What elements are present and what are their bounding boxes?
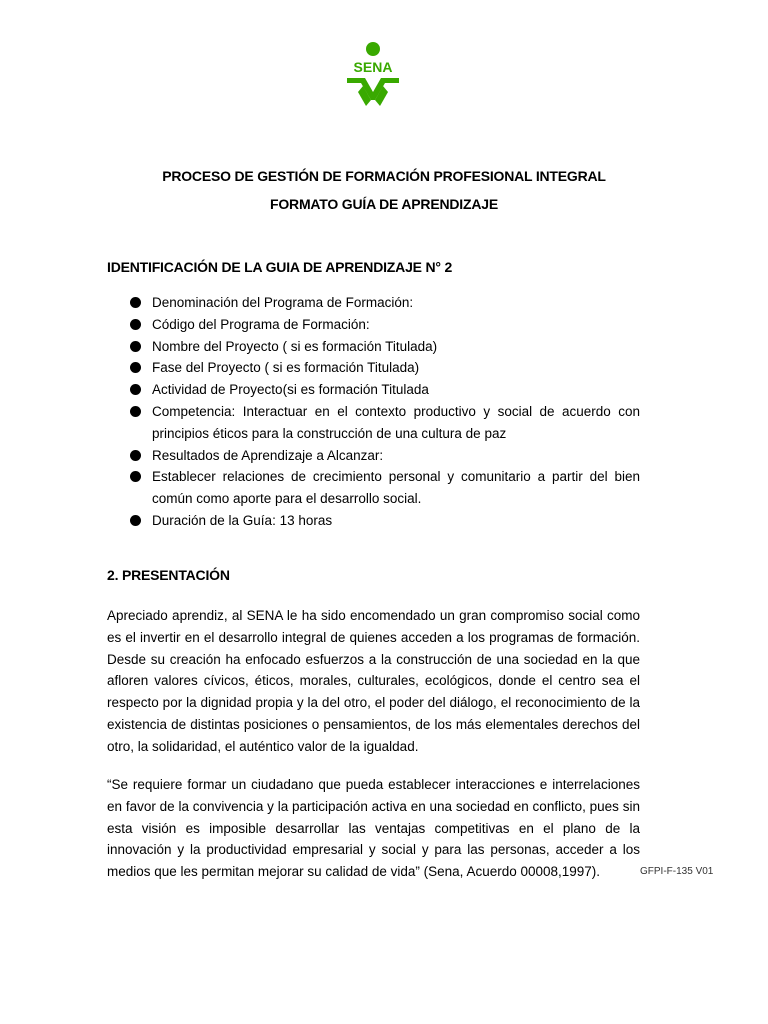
list-item bbox=[130, 314, 640, 336]
bullet-icon bbox=[130, 362, 141, 373]
list-item bbox=[130, 379, 640, 401]
bullet-icon bbox=[130, 297, 141, 308]
list-item-text: Resultados de Aprendizaje a Alcanzar: bbox=[152, 447, 384, 463]
bullet-icon bbox=[130, 471, 141, 482]
presentation-heading: 2. PRESENTACIÓN bbox=[107, 567, 230, 583]
list-item-text: Nombre del Proyecto ( si es formación Titulada) bbox=[152, 338, 438, 354]
bullet-icon bbox=[130, 515, 141, 526]
bullet-icon bbox=[130, 384, 141, 395]
list-item-text: Fase del Proyecto ( si es formación Titulada) bbox=[152, 360, 420, 376]
sena-logo bbox=[341, 42, 405, 106]
presentation-paragraph-2: “Se requiere formar un ciudadano que pueda establecer interacciones e interrelaciones en favor de la convivencia y la participación activa en una sociedad en conflicto, pues sin esta visión es imposible desarrollar las ventajas competitivas en el plano de la innovación y la productividad empresarial y social y para las personas, acceder a los medios que les permitan mejorar su calidad de vida” (Sena, Acuerdo 00008,1997). bbox=[107, 777, 640, 880]
list-item bbox=[130, 292, 640, 314]
form-code: GFPI-F-135 V01 bbox=[640, 866, 714, 877]
sena-logo-text: SENA bbox=[353, 59, 393, 75]
document-title-line-1: PROCESO DE GESTIÓN DE FORMACIÓN PROFESIONAL INTEGRAL bbox=[162, 168, 606, 184]
list-item-text: Duración de la Guía: 13 horas bbox=[152, 512, 333, 528]
bullet-icon bbox=[130, 450, 141, 461]
list-item bbox=[130, 445, 640, 467]
presentation-paragraph-1: Apreciado aprendiz, al SENA le ha sido encomendado un gran compromiso social como es el invertir en el desarrollo integral de quienes acceden a los programas de formación. Desde su creación ha enfocado esfuerzos a la construcción de una sociedad en la que afloren valores cívicos, éticos, morales, culturales, ecológicos, donde el centro sea el respecto por la dignidad propia y la del otro, el poder del diálogo, el reconocimiento de la existencia de distintas posiciones o pensamientos, de los más elementales derechos del otro, la solidaridad, el auténtico valor de la igualdad. bbox=[107, 608, 640, 754]
document-title-line-2: FORMATO GUÍA DE APRENDIZAJE bbox=[270, 196, 498, 212]
identification-list bbox=[130, 292, 640, 532]
list-item-text: Establecer relaciones de crecimiento personal y comunitario a partir del bien común como aporte para el desarrollo social. bbox=[152, 469, 640, 507]
list-item bbox=[130, 357, 640, 379]
list-item-text: Competencia: Interactuar en el contexto productivo y social de acuerdo con principios éticos para la construcción de una cultura de paz bbox=[152, 403, 640, 441]
bullet-icon bbox=[130, 341, 141, 352]
list-item bbox=[130, 466, 640, 510]
list-item bbox=[130, 510, 640, 532]
list-item-text: Denominación del Programa de Formación: bbox=[152, 295, 414, 310]
list-item-text: Actividad de Proyecto(si es formación Titulada bbox=[152, 382, 429, 398]
list-item bbox=[130, 336, 640, 358]
bullet-icon bbox=[130, 406, 141, 417]
list-item-text: Código del Programa de Formación: bbox=[152, 316, 370, 332]
list-item bbox=[130, 401, 640, 445]
sena-logo-icon bbox=[341, 42, 405, 106]
identification-heading: IDENTIFICACIÓN DE LA GUIA DE APRENDIZAJE N° 2 bbox=[107, 259, 453, 275]
bullet-icon bbox=[130, 319, 141, 330]
